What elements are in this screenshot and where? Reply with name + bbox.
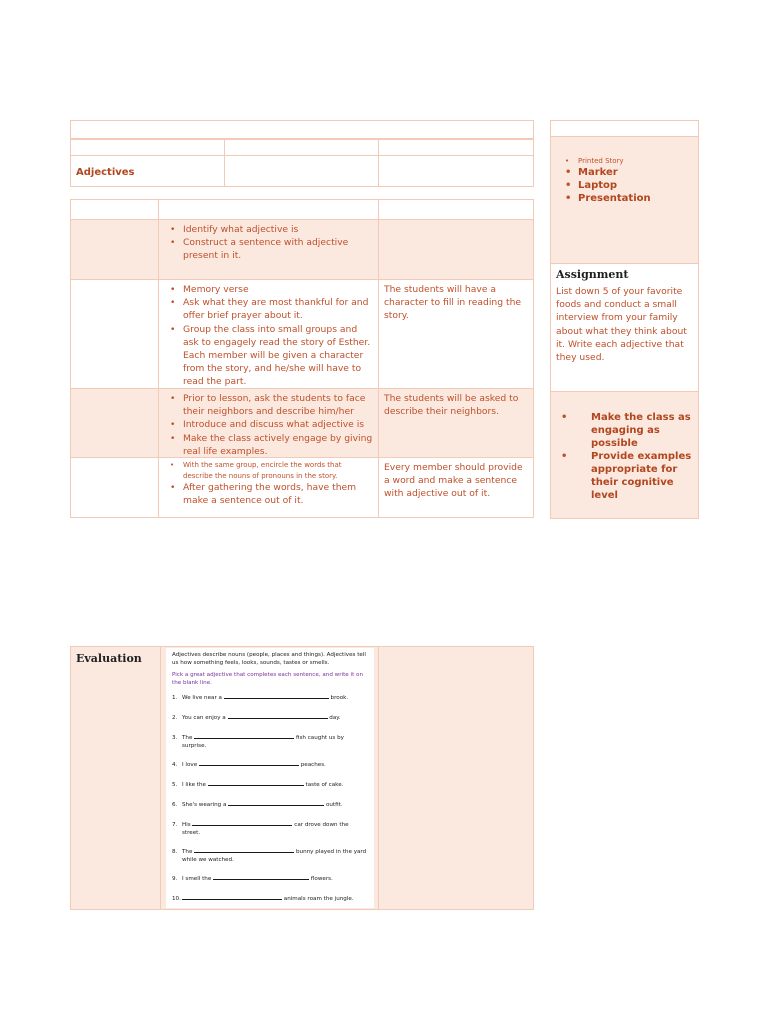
activity-1-note-cell: [378, 279, 534, 389]
topic-cell-2: [224, 155, 379, 187]
activity-item: • Group the class into small groups and ask to engagely read the story of Esther. Each member will be given a character from the story, and he/she will have to read the part.: [164, 323, 373, 389]
worksheet-instruction: Pick a great adjective that completes each sentence, and write it on the blank line.: [172, 672, 364, 686]
assignment-text: List down 5 of your favorite foods and conduct a small interview from your family about what they think about it. Write each adjective that they used.: [556, 286, 687, 364]
objectives-cell: [158, 219, 379, 280]
activity-3-label: [70, 457, 159, 518]
evaluation-label-cell: [70, 646, 161, 910]
activity-item: • Introduce and discuss what adjective is: [164, 418, 373, 431]
materials-cell: [550, 136, 699, 264]
activity-item: • Make the class actively engage by giving real life examples.: [164, 432, 373, 458]
topic-label: Adjectives: [76, 167, 135, 178]
topic-cell: [70, 155, 225, 187]
worksheet-question: 5. I like the taste of cake.: [172, 782, 344, 788]
assignment-cell: [550, 263, 699, 392]
assignment-heading: Assignment: [556, 268, 629, 281]
worksheet-question: 2. You can enjoy a day.: [172, 715, 341, 721]
worksheet-question: 3. The fish caught us by surprise.: [172, 735, 344, 749]
activity-1-cell: [158, 279, 379, 389]
worksheet-question: 8. The bunny played in the yard while we watched.: [172, 849, 367, 863]
worksheet-question: 9. I smell the flowers.: [172, 876, 333, 882]
activity-1-label: [70, 279, 159, 389]
procedure-header-2: [158, 199, 379, 220]
evaluation-note-cell: [378, 646, 534, 910]
activity-item-small: • With the same group, encircle the words that describe the nouns of pronouns in the story.: [164, 460, 373, 481]
activity-2-cell: [158, 388, 379, 458]
worksheet-question: 4. I love peaches.: [172, 762, 326, 768]
activity-3-cell: [158, 457, 379, 518]
activity-3-note-cell: [378, 457, 534, 518]
worksheet-question: 1. We live near a brook.: [172, 695, 349, 701]
activity-note: Every member should provide a word and make a sentence with adjective out of it.: [384, 462, 523, 500]
topic-table-header: [70, 120, 534, 139]
topic-cell-3: [378, 155, 534, 187]
topic-table-subheader-3: [378, 139, 534, 156]
objective-item: • Construct a sentence with adjective present in it.: [164, 236, 373, 262]
activity-2-note-cell: [378, 388, 534, 458]
objectives-row-label: [70, 219, 159, 280]
activity-item: • Prior to lesson, ask the students to face their neighbors and describe him/her: [164, 392, 373, 418]
worksheet-intro: Adjectives describe nouns (people, places and things). Adjectives tell us how something feels, looks, sounds, tastes or smells.: [172, 652, 366, 666]
material-item: • Presentation: [559, 192, 693, 205]
objectives-note-cell: [378, 219, 534, 280]
activity-note: The students will be asked to describe their neighbors.: [384, 393, 519, 418]
activity-item: • Memory verse: [164, 283, 373, 296]
worksheet-question: 7. His car drove down the street.: [172, 822, 349, 836]
activity-item: • Ask what they are most thankful for and offer brief prayer about it.: [164, 296, 373, 322]
remark-item: • Make the class as engaging as possible: [555, 411, 694, 450]
evaluation-heading: Evaluation: [76, 652, 142, 665]
activity-note: The students will have a character to fill in reading the story.: [384, 284, 522, 322]
procedure-header-3: [378, 199, 534, 220]
material-item-small: • Printed Story: [559, 157, 693, 166]
activity-2-label: [70, 388, 159, 458]
procedure-header-1: [70, 199, 159, 220]
worksheet-image: [166, 648, 374, 908]
remarks-cell: [550, 391, 699, 519]
objective-item: • Identify what adjective is: [164, 223, 373, 236]
remark-item: • Provide examples appropriate for their cognitive level: [555, 450, 694, 502]
worksheet-question: 10. animals roam the jungle.: [172, 896, 354, 902]
topic-table-subheader-2: [224, 139, 379, 156]
activity-item: • After gathering the words, have them make a sentence out of it.: [164, 481, 373, 507]
material-item: • Laptop: [559, 179, 693, 192]
topic-table-subheader-1: [70, 139, 225, 156]
worksheet-question: 6. She's wearing a outfit.: [172, 802, 343, 808]
materials-header: [550, 120, 699, 137]
material-item: • Marker: [559, 166, 693, 179]
